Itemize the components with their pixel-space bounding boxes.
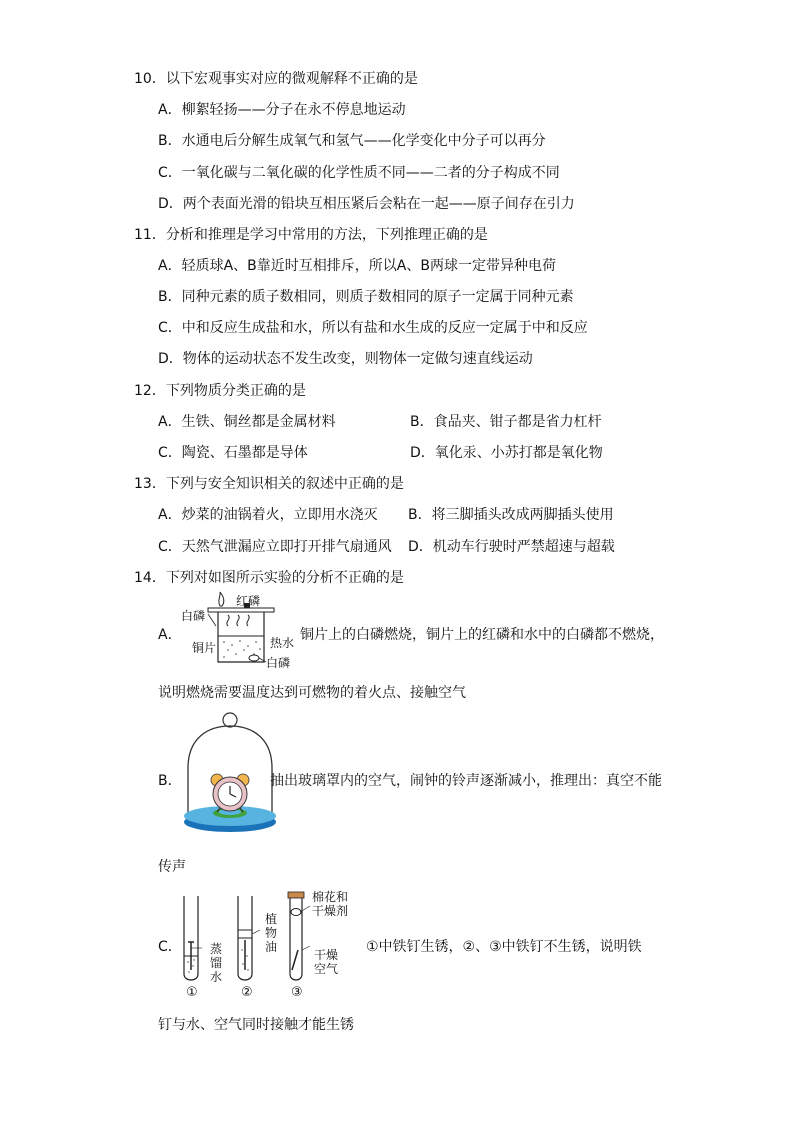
- label-dry-air-2: 空气: [314, 962, 339, 976]
- label-oil-1: 植: [265, 912, 278, 926]
- label-distilled-1: 蒸: [210, 942, 223, 956]
- q12-option-c: C．陶瓷、石墨都是导体: [158, 445, 308, 461]
- label-oil-3: 油: [265, 940, 278, 954]
- q13-option-c: C．天然气泄漏应立即打开排气扇通风: [158, 539, 392, 555]
- q14-option-a-letter: A．: [158, 627, 182, 643]
- q10-option-a: A．柳絮轻扬——分子在永不停息地运动: [158, 102, 406, 118]
- q11-option-b: B．同种元素的质子数相同，则质子数相同的原子一定属于同种元素: [158, 289, 574, 305]
- q14-option-b-letter: B．: [158, 773, 182, 789]
- q10-option-d: D．两个表面光滑的铅块互相压紧后会粘在一起——原子间存在引力: [158, 196, 575, 212]
- label-white-phosphorus-water: 白磷: [266, 656, 291, 670]
- q12-option-b: B．食品夹、钳子都是省力杠杆: [410, 414, 602, 430]
- label-num-1: ①: [186, 985, 198, 1000]
- q10-option-c: C．一氧化碳与二氧化碳的化学性质不同——二者的分子构成不同: [158, 165, 560, 181]
- label-cotton-1: 棉花和: [312, 890, 349, 904]
- label-oil-2: 物: [265, 926, 278, 940]
- q11-option-d: D．物体的运动状态不发生改变，则物体一定做匀速直线运动: [158, 351, 533, 367]
- label-cotton-2: 干燥剂: [312, 904, 349, 918]
- q14-option-b-text2: 传声: [158, 859, 186, 875]
- q12-option-a: A．生铁、铜丝都是金属材料: [158, 414, 336, 430]
- q14-option-a-text2: 说明燃烧需要温度达到可燃物的着火点、接触空气: [158, 685, 466, 701]
- q12-stem: 12．下列物质分类正确的是: [134, 383, 306, 399]
- q14-option-c-text1: ①中铁钉生锈，②、③中铁钉不生锈，说明铁: [366, 939, 642, 955]
- q11-stem: 11．分析和推理是学习中常用的方法，下列推理正确的是: [134, 227, 488, 243]
- label-distilled-3: 水: [210, 970, 223, 984]
- q11-option-c: C．中和反应生成盐和水，所以有盐和水生成的反应一定属于中和反应: [158, 320, 588, 336]
- q14-option-b-text1: 抽出玻璃罩内的空气，闹钟的铃声逐渐减小，推理出：真空不能: [270, 773, 662, 789]
- q10-stem: 10．以下宏观事实对应的微观解释不正确的是: [134, 71, 418, 87]
- label-red-phosphorus: 红磷: [236, 594, 261, 608]
- label-copper-plate: 铜片: [192, 641, 217, 655]
- label-dry-air-1: 干燥: [314, 948, 339, 962]
- q13-option-d: D．机动车行驶时严禁超速与超载: [408, 539, 615, 555]
- label-distilled-2: 馏: [210, 956, 223, 970]
- label-white-phosphorus: 白磷: [181, 609, 206, 623]
- q14-stem: 14．下列对如图所示实验的分析不正确的是: [134, 570, 404, 586]
- q13-option-b: B．将三脚插头改成两脚插头使用: [408, 507, 614, 523]
- q11-option-a: A．轻质球A、B靠近时互相排斥，所以A、B两球一定带异种电荷: [158, 258, 556, 274]
- label-hot-water: 热水: [270, 636, 295, 650]
- q14-option-c-letter: C．: [158, 939, 182, 955]
- bell-jar-figure: [180, 710, 280, 840]
- q13-stem: 13．下列与安全知识相关的叙述中正确的是: [134, 476, 404, 492]
- rusting-figure: [178, 890, 318, 1000]
- q14-option-c-text2: 钉与水、空气同时接触才能生锈: [158, 1017, 354, 1033]
- q14-option-a-text1: 铜片上的白磷燃烧，铜片上的红磷和水中的白磷都不燃烧，: [300, 627, 664, 643]
- q10-option-b: B．水通电后分解生成氧气和氢气——化学变化中分子可以再分: [158, 133, 546, 149]
- q13-option-a: A．炒菜的油锅着火，立即用水浇灭: [158, 507, 378, 523]
- label-num-2: ②: [241, 985, 253, 1000]
- label-num-3: ③: [291, 985, 303, 1000]
- q12-option-d: D．氧化汞、小苏打都是氧化物: [410, 445, 603, 461]
